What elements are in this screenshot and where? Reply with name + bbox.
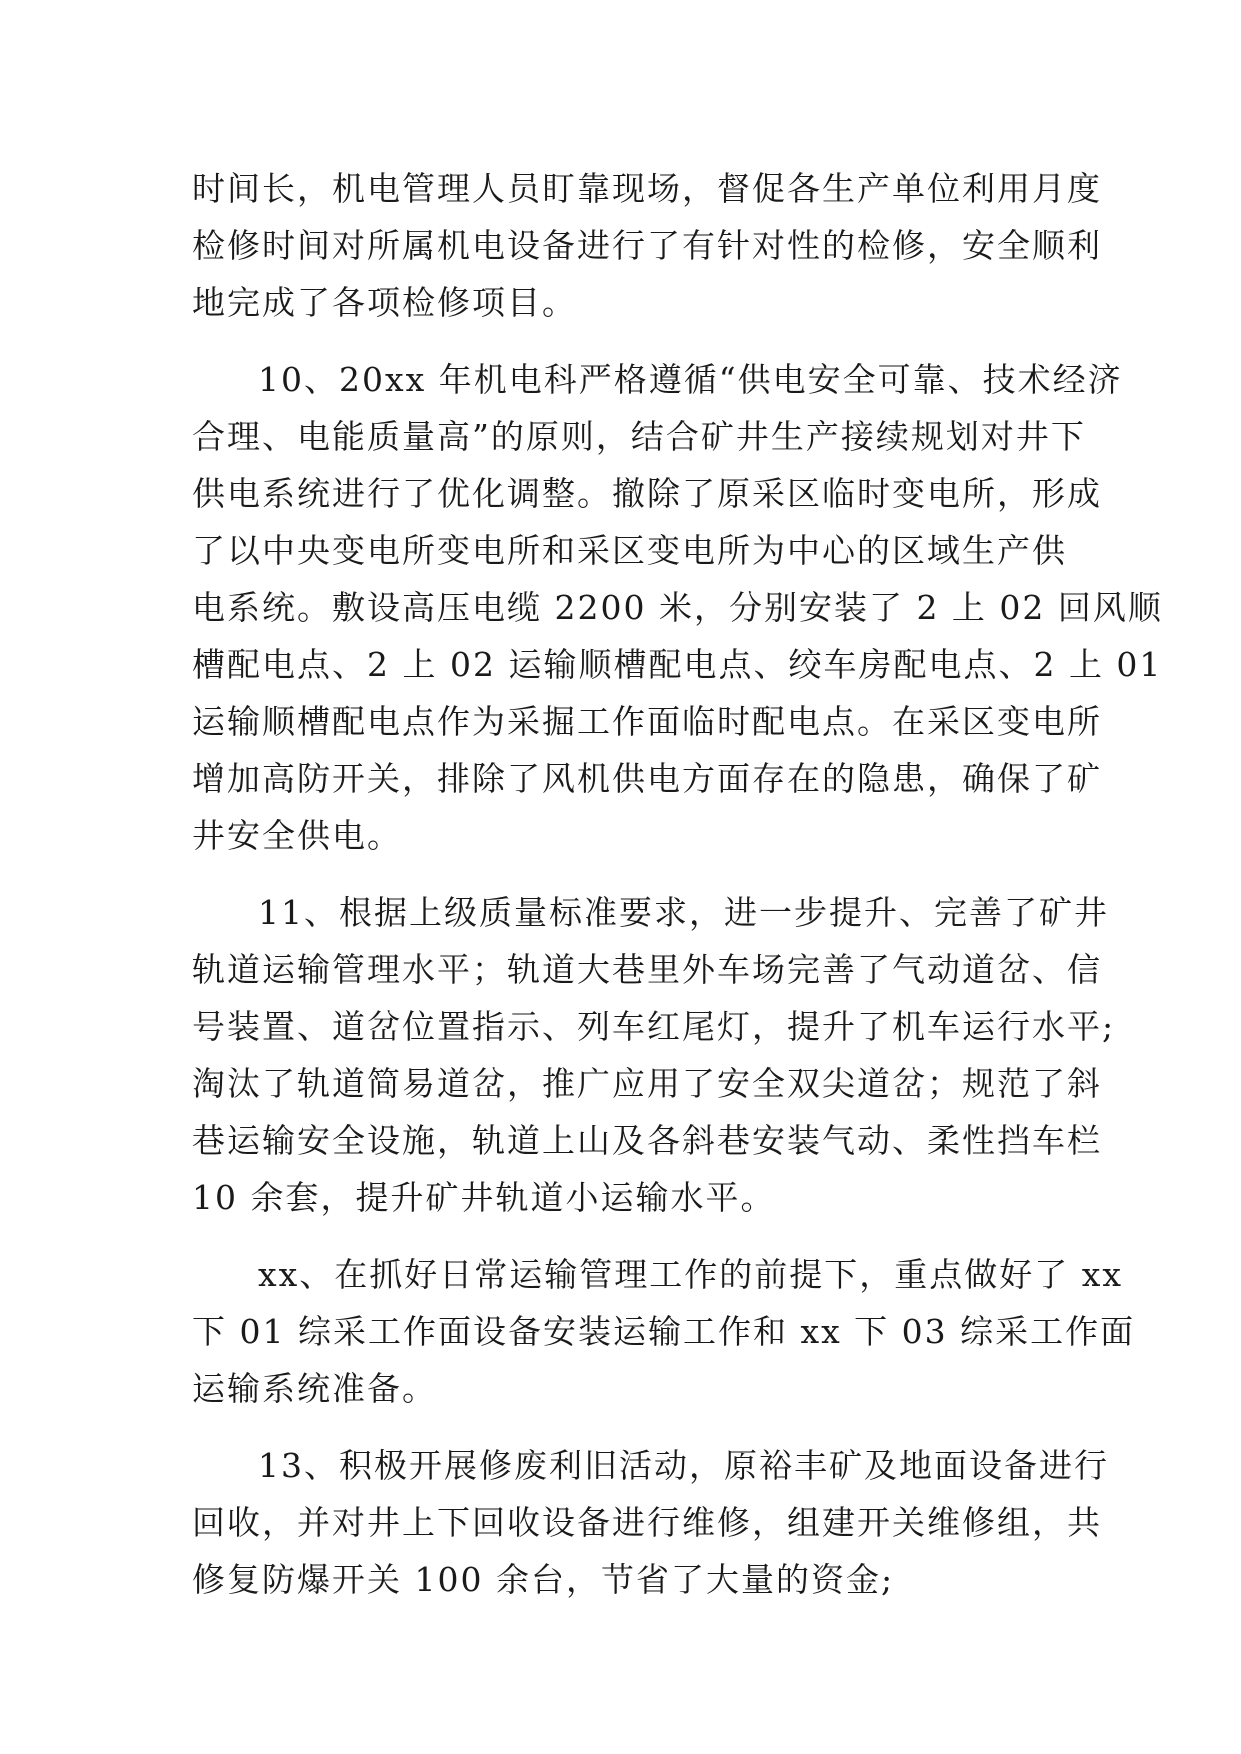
paragraph-item-11	[192, 884, 1116, 1226]
paragraph-item-xx	[192, 1246, 1136, 1417]
text-line: 修复防爆开关 100 余台，节省了大量的资金;	[192, 1560, 895, 1599]
text-line: 运输顺槽配电点作为采掘工作面临时配电点。在采区变电所	[192, 702, 1102, 741]
text-line: 10、20xx 年机电科严格遵循“供电安全可靠、技术经济	[258, 360, 1123, 399]
paragraph-spacer	[192, 331, 1049, 351]
text-line: 巷运输安全设施，轨道上山及各斜巷安装气动、柔性挡车栏	[192, 1121, 1102, 1160]
text-line: 增加高防开关，排除了风机供电方面存在的隐患，确保了矿	[192, 759, 1102, 798]
text-line: 检修时间对所属机电设备进行了有针对性的检修，安全顺利	[192, 226, 1102, 265]
text-line: xx、在抓好日常运输管理工作的前提下，重点做好了 xx	[258, 1255, 1123, 1294]
text-line: 轨道运输管理水平；轨道大巷里外车场完善了气动道岔、信	[192, 950, 1102, 989]
paragraph-item-10	[192, 351, 1163, 864]
text-line: 了以中央变电所变电所和采区变电所为中心的区域生产供	[192, 531, 1067, 570]
text-line: 合理、电能质量高”的原则，结合矿井生产接续规划对井下	[192, 417, 1086, 456]
document-body	[192, 160, 1163, 1608]
text-line: 地完成了各项检修项目。	[192, 283, 577, 322]
text-line: 淘汰了轨道简易道岔，推广应用了安全双尖道岔；规范了斜	[192, 1064, 1102, 1103]
text-line: 号装置、道岔位置指示、列车红尾灯，提升了机车运行水平;	[192, 1007, 1116, 1046]
text-line: 11、根据上级质量标准要求，进一步提升、完善了矿井	[258, 893, 1109, 932]
text-line: 电系统。敷设高压电缆 2200 米，分别安装了 2 上 02 回风顺	[192, 588, 1163, 627]
text-line: 槽配电点、2 上 02 运输顺槽配电点、绞车房配电点、2 上 01	[192, 645, 1163, 684]
paragraph-spacer	[192, 1226, 1049, 1246]
text-line: 13、积极开展修废利旧活动，原裕丰矿及地面设备进行	[258, 1446, 1109, 1485]
paragraph-spacer	[192, 1417, 1049, 1437]
text-line: 井安全供电。	[192, 816, 402, 855]
paragraph-item-13	[192, 1437, 1109, 1608]
paragraph-continued	[192, 160, 1102, 331]
text-line: 运输系统准备。	[192, 1369, 437, 1408]
text-line: 10 余套，提升矿井轨道小运输水平。	[192, 1178, 776, 1217]
paragraph-spacer	[192, 864, 1049, 884]
text-line: 回收，并对井上下回收设备进行维修，组建开关维修组，共	[192, 1503, 1102, 1542]
text-line: 供电系统进行了优化调整。撤除了原采区临时变电所，形成	[192, 474, 1102, 513]
text-line: 下 01 综采工作面设备安装运输工作和 xx 下 03 综采工作面	[192, 1312, 1136, 1351]
text-line: 时间长，机电管理人员盯靠现场，督促各生产单位利用月度	[192, 169, 1102, 208]
